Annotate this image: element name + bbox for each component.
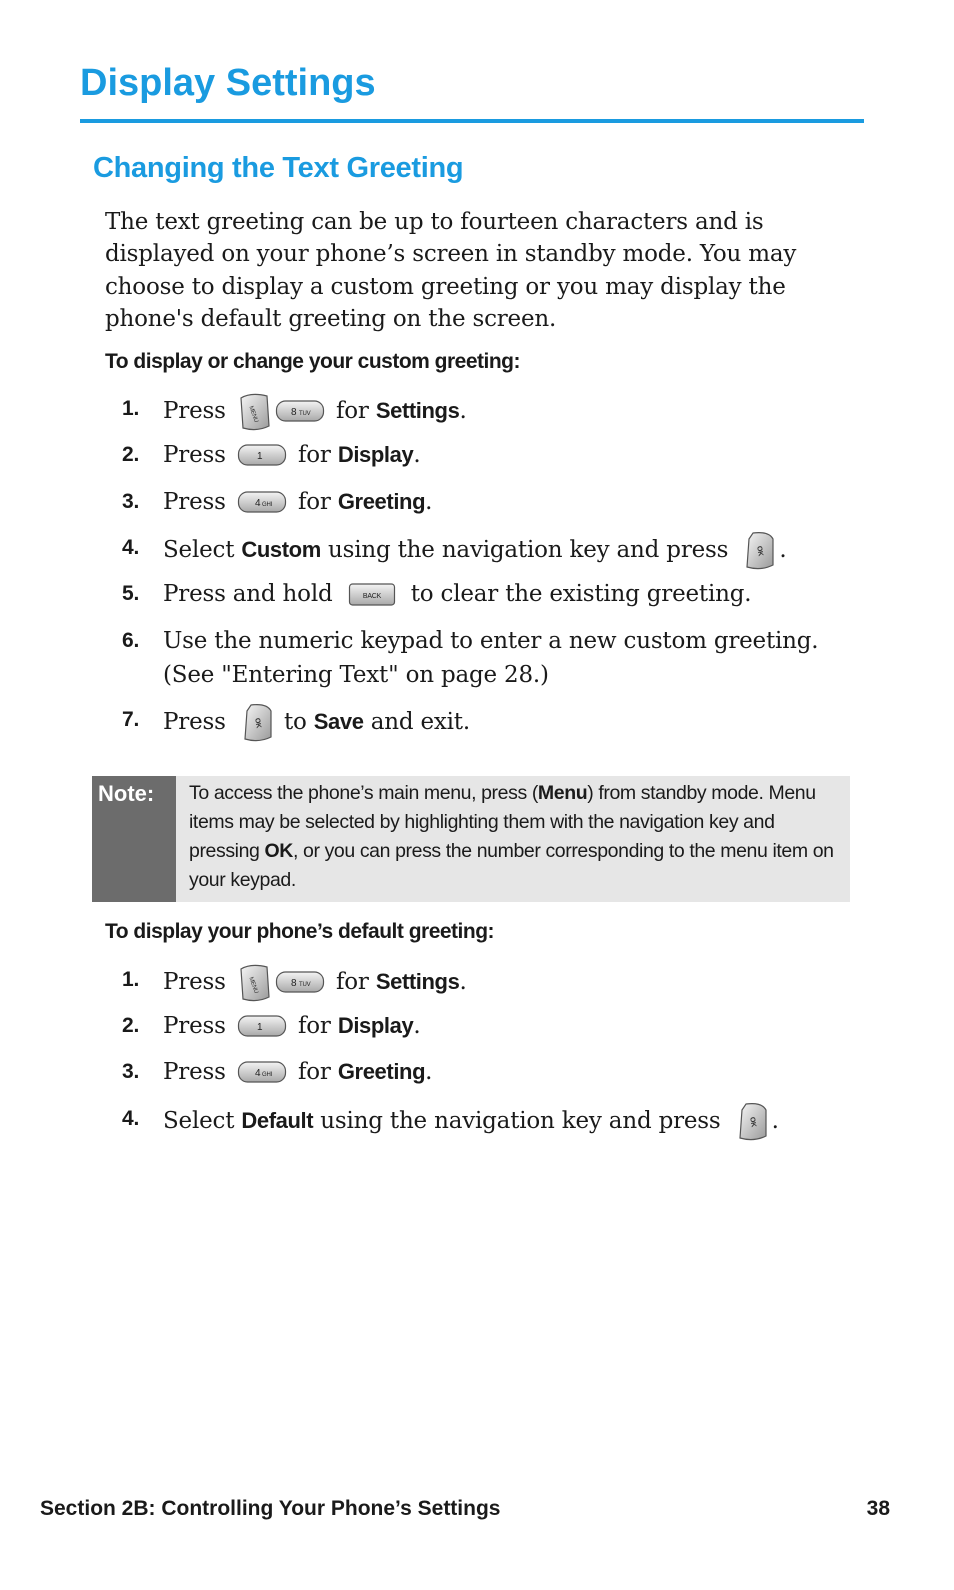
menu-keyword: Menu: [537, 782, 588, 804]
note-text: To access the phone’s main menu, press (Menu) from standby mode. Menu items may be selected by highlighting them with the navigation key and pressing OK, or you can press the number corresponding to the menu item on your keypad.: [189, 782, 834, 891]
svg-text:TUV: TUV: [298, 982, 311, 988]
step-number: 2.: [122, 1014, 140, 1037]
step-text: using the navigation key and press: [328, 537, 729, 563]
page-title: Display Settings: [80, 62, 376, 104]
svg-text:OK: OK: [747, 1116, 757, 1128]
step-text: Press: [163, 709, 226, 735]
note-box: [92, 776, 850, 902]
svg-text:8: 8: [290, 407, 297, 418]
custom-greeting-heading: To display or change your custom greeting:: [105, 350, 521, 373]
step-text: .: [413, 442, 421, 468]
step-text: for: [297, 489, 331, 515]
step-text: to: [283, 709, 307, 735]
footer-section-title: Section 2B: Controlling Your Phone’s Settings: [40, 1497, 501, 1520]
step-number: 1.: [122, 968, 140, 991]
8tuv-key-icon: [275, 399, 325, 425]
step-text: Press: [163, 398, 226, 424]
svg-text:GHI: GHI: [261, 1072, 272, 1078]
svg-text:GHI: GHI: [261, 502, 272, 508]
ok-key-icon: [743, 531, 775, 571]
step-text: for: [335, 398, 369, 424]
svg-text:1: 1: [256, 451, 263, 462]
svg-text:MENU: MENU: [247, 976, 259, 995]
step-number: 2.: [122, 443, 140, 466]
step-text: Press: [163, 1013, 226, 1039]
step-number: 7.: [122, 708, 140, 731]
ok-key-icon: [736, 1102, 768, 1142]
step-number: 3.: [122, 1060, 140, 1083]
step-text: for: [335, 969, 369, 995]
step-keyword: Save: [313, 709, 364, 734]
4ghi-key-icon: [237, 1060, 287, 1086]
step-text: for: [297, 1013, 331, 1039]
svg-text:MENU: MENU: [247, 405, 259, 424]
step-number: 5.: [122, 582, 140, 605]
step-keyword: Settings: [375, 398, 460, 423]
step-keyword: Default: [241, 1108, 314, 1133]
title-rule: [80, 119, 864, 123]
step-text: .: [425, 1059, 433, 1085]
step-text: Use the numeric keypad to enter a new custom greeting. (See "Entering Text" on page 28.): [163, 628, 819, 688]
8tuv-key-icon: [275, 970, 325, 996]
step-keyword: Greeting: [337, 1059, 426, 1084]
step-keyword: Greeting: [337, 489, 426, 514]
intro-paragraph: The text greeting can be up to fourteen characters and is displayed on your phone’s screen in standby mode. You may choose to display a custom greeting or you may display the phone's default greeting on the screen.: [105, 209, 797, 332]
step-keyword: Settings: [375, 969, 460, 994]
step-text: .: [425, 489, 433, 515]
step-text: Press: [163, 442, 226, 468]
svg-text:1: 1: [256, 1022, 263, 1033]
step-text: .: [771, 1108, 779, 1134]
step-text: .: [459, 969, 467, 995]
step-text: .: [779, 537, 787, 563]
step-keyword: Custom: [241, 537, 321, 562]
svg-text:BACK: BACK: [362, 593, 381, 600]
svg-text:4: 4: [254, 1068, 261, 1079]
step-text: for: [297, 1059, 331, 1085]
menu-key-icon: [237, 963, 271, 1003]
svg-text:TUV: TUV: [298, 411, 311, 417]
svg-text:4: 4: [254, 498, 261, 509]
menu-key-icon: [237, 392, 271, 432]
svg-text:8: 8: [290, 978, 297, 989]
step-keyword: Display: [337, 442, 414, 467]
step-keyword: Display: [337, 1013, 414, 1038]
ok-key-icon: [241, 703, 273, 743]
step-text: using the navigation key and press: [320, 1108, 721, 1134]
section-subtitle: Changing the Text Greeting: [93, 152, 464, 184]
step-number: 4.: [122, 536, 140, 559]
step-text: Select: [163, 1108, 235, 1134]
step-text: Select: [163, 537, 235, 563]
default-greeting-heading: To display your phone’s default greeting:: [105, 920, 495, 943]
svg-text:OK: OK: [253, 717, 262, 729]
step-text: .: [413, 1013, 421, 1039]
1-key-icon: [237, 443, 287, 469]
step-text: to clear the existing greeting.: [410, 581, 752, 607]
step-text: Press: [163, 969, 226, 995]
back-key-icon: [348, 582, 396, 608]
ok-keyword: OK: [264, 840, 293, 862]
step-text: Press: [163, 1059, 226, 1085]
1-key-icon: [237, 1014, 287, 1040]
step-text: Press and hold: [163, 581, 333, 607]
step-number: 3.: [122, 490, 140, 513]
step-number: 1.: [122, 397, 140, 420]
step-text: Press: [163, 489, 226, 515]
svg-text:OK: OK: [755, 545, 765, 557]
page-number: 38: [866, 1497, 890, 1520]
step-text: .: [459, 398, 467, 424]
note-label: Note:: [92, 776, 176, 902]
step-number: 6.: [122, 629, 140, 652]
step-text: for: [297, 442, 331, 468]
step-text: and exit.: [370, 709, 470, 735]
4ghi-key-icon: [237, 490, 287, 516]
step-number: 4.: [122, 1107, 140, 1130]
